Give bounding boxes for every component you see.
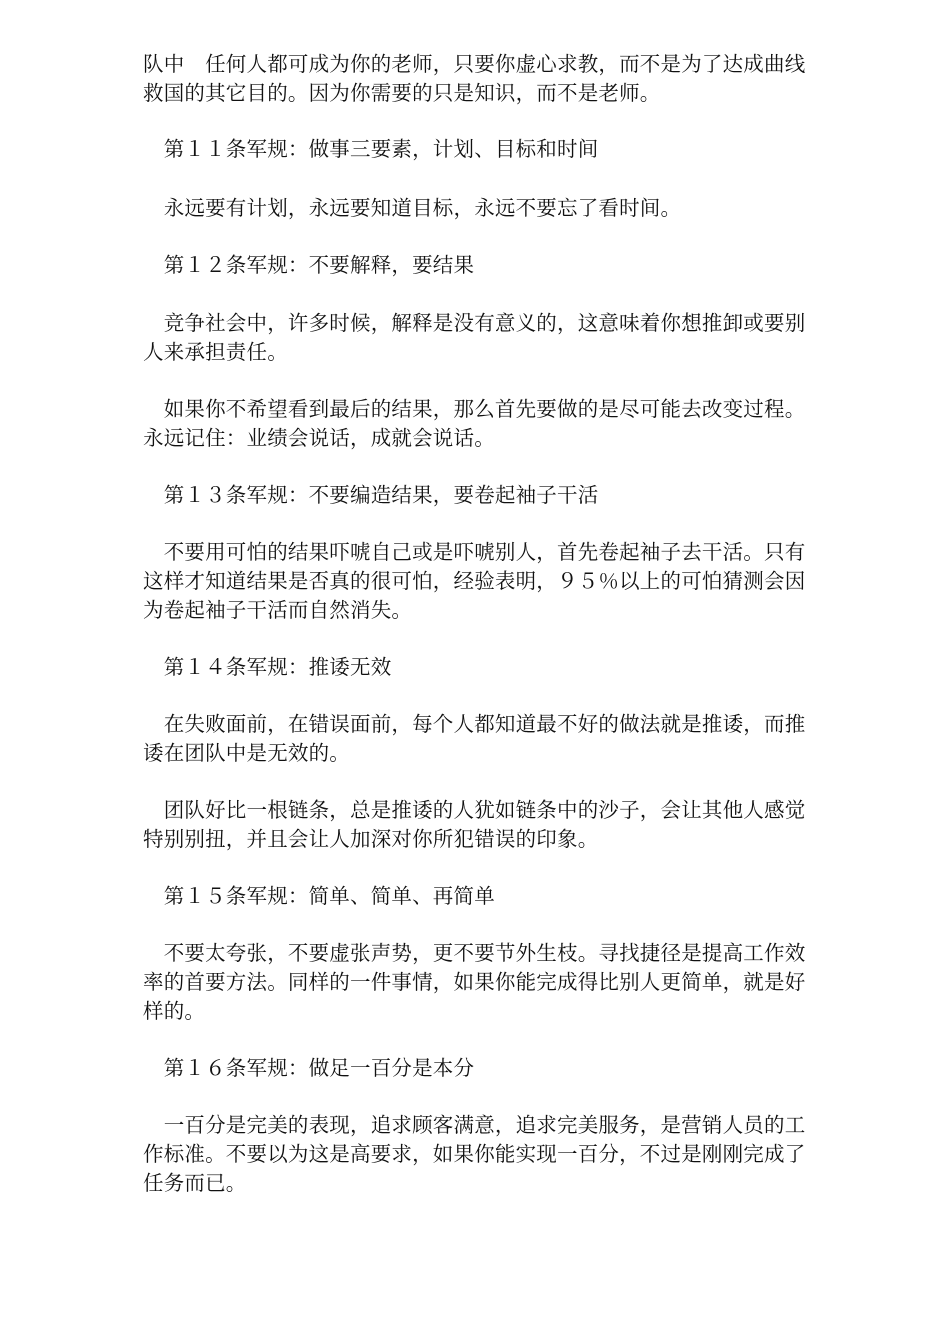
text-line: 诿在团队中是无效的。 <box>143 741 350 765</box>
paragraph-1 <box>143 50 863 108</box>
rule-15-heading <box>143 882 863 911</box>
paragraph-rule-12-a <box>143 309 863 367</box>
text-line: 团队好比一根链条，总是推诿的人犹如链条中的沙子，会让其他人感觉 <box>143 798 806 822</box>
text-line: 第１６条军规：做足一百分是本分 <box>143 1056 475 1080</box>
rule-14-heading <box>143 653 863 682</box>
text-line: 这样才知道结果是否真的很可怕，经验表明，９５％以上的可怕猜测会因 <box>143 569 806 593</box>
rule-16-heading <box>143 1054 863 1083</box>
text-line: 如果你不希望看到最后的结果，那么首先要做的是尽可能去改变过程。 <box>143 397 806 421</box>
paragraph-rule-12-b <box>143 395 863 453</box>
paragraph-rule-11 <box>143 194 863 223</box>
rule-12-heading <box>143 251 863 280</box>
text-line: 竞争社会中，许多时候，解释是没有意义的，这意味着你想推卸或要别 <box>143 311 806 335</box>
rule-13-heading <box>143 481 863 510</box>
text-line: 第１１条军规：做事三要素，计划、目标和时间 <box>143 137 599 161</box>
paragraph-rule-14-b <box>143 796 863 854</box>
text-line: 第１２条军规：不要解释，要结果 <box>143 253 475 277</box>
text-line: 第１４条军规：推诿无效 <box>143 655 392 679</box>
rule-11-heading <box>143 135 863 164</box>
text-line: 任务而已。 <box>143 1171 247 1195</box>
text-line: 人来承担责任。 <box>143 340 288 364</box>
text-line: 队中 任何人都可成为你的老师，只要你虚心求教，而不是为了达成曲线 <box>143 52 806 76</box>
text-line: 第１３条军规：不要编造结果，要卷起袖子干活 <box>143 483 599 507</box>
text-line: 样的。 <box>143 999 206 1023</box>
text-line: 救国的其它目的。因为你需要的只是知识，而不是老师。 <box>143 81 661 105</box>
text-line: 在失败面前，在错误面前，每个人都知道最不好的做法就是推诿，而推 <box>143 712 806 736</box>
text-line: 第１５条军规：简单、简单、再简单 <box>143 884 495 908</box>
paragraph-rule-14-a <box>143 710 863 768</box>
text-line: 为卷起袖子干活而自然消失。 <box>143 598 413 622</box>
paragraph-rule-16 <box>143 1111 863 1198</box>
text-line: 率的首要方法。同样的一件事情，如果你能完成得比别人更简单，就是好 <box>143 970 806 994</box>
text-line: 不要太夸张，不要虚张声势，更不要节外生枝。寻找捷径是提高工作效 <box>143 941 806 965</box>
text-line: 永远要有计划，永远要知道目标，永远不要忘了看时间。 <box>143 196 682 220</box>
text-line: 不要用可怕的结果吓唬自己或是吓唬别人，首先卷起袖子去干活。只有 <box>143 540 806 564</box>
text-line: 特别别扭，并且会让人加深对你所犯错误的印象。 <box>143 827 599 851</box>
text-line: 作标准。不要以为这是高要求，如果你能实现一百分，不过是刚刚完成了 <box>143 1142 806 1166</box>
paragraph-rule-13 <box>143 538 863 625</box>
text-line: 一百分是完美的表现，追求顾客满意，追求完美服务，是营销人员的工 <box>143 1113 806 1137</box>
text-line: 永远记住：业绩会说话，成就会说话。 <box>143 426 495 450</box>
paragraph-rule-15 <box>143 939 863 1026</box>
